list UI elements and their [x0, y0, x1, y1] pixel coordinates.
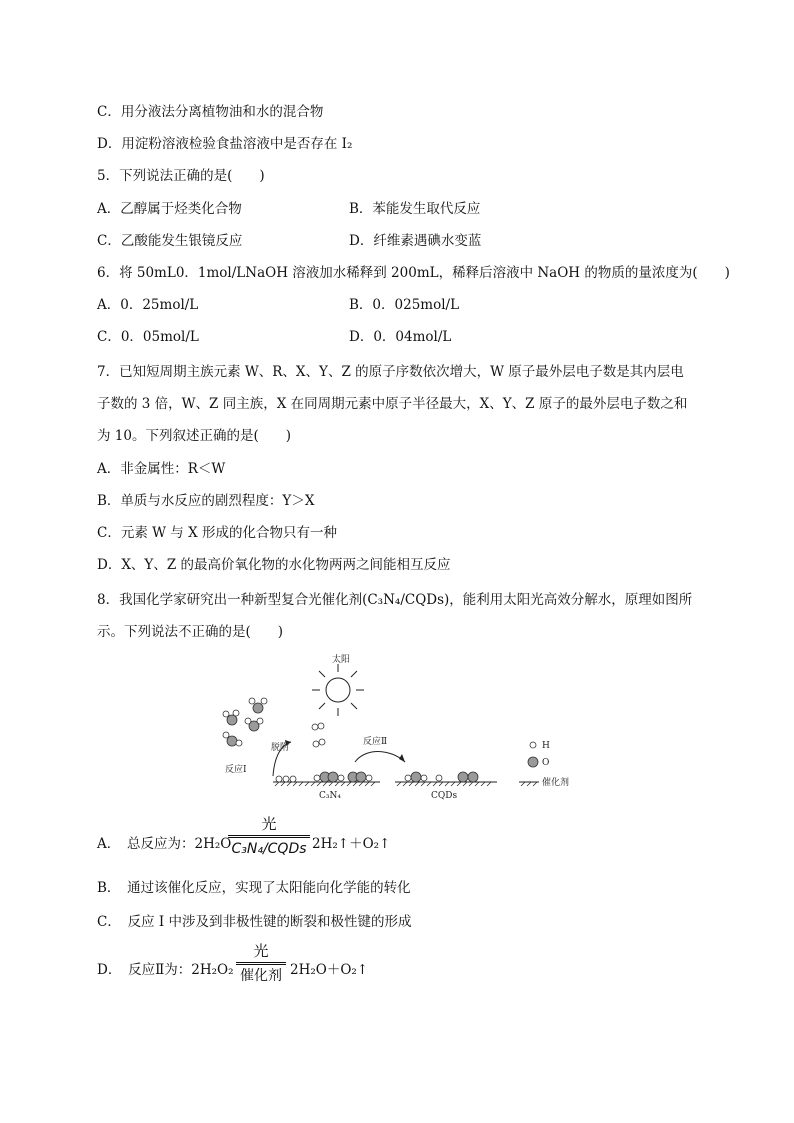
q8-option-a-condition — [228, 815, 310, 858]
condition-light-label: 光 — [261, 815, 277, 833]
q7-option-a: A．非金属性：R＜W — [97, 461, 226, 477]
photocatalysis-svg — [215, 650, 595, 800]
q7-option-b: B．单质与水反应的剧烈程度：Y＞X — [97, 493, 315, 509]
q4-option-c: C．用分液法分离植物油和水的混合物 — [97, 104, 324, 120]
legend-h-label: H — [542, 741, 550, 751]
q8-option-d-prefix: D． 反应Ⅱ为：2H₂O₂ — [97, 962, 234, 978]
q6-stem: 6．将 50mL0．1mol/LNaOH 溶液加水稀释到 200mL，稀释后溶液中 NaOH 的物质的量浓度为( ) — [97, 265, 730, 281]
q5-option-d: D．纤维素遇碘水变蓝 — [349, 233, 482, 249]
q6-option-c: C．0．05mol/L — [97, 329, 199, 345]
q7-stem-line1: 7．已知短周期主族元素 W、R、X、Y、Z 的原子序数依次增大，W 原子最外层电子数是其内层电 — [97, 364, 684, 380]
q8-stem-line1: 8．我国化学家研究出一种新型复合光催化剂(C₃N₄/CQDs)，能利用太阳光高效分解水，原理如图所 — [97, 592, 693, 608]
sun-label: 太阳 — [332, 655, 351, 665]
condition-catalyst-label: C₃N₄/CQDs — [231, 841, 307, 857]
condition-light-label-d: 光 — [253, 942, 269, 960]
q8-option-a-suffix: 2H₂↑＋O₂↑ — [312, 836, 391, 852]
reaction2-label: 反应Ⅱ — [363, 737, 388, 747]
q6-option-b: B．0．025mol/L — [349, 297, 460, 313]
legend — [519, 741, 569, 788]
surface2-label: CQDs — [431, 791, 458, 800]
q8-option-b: B． 通过该催化反应，实现了太阳能向化学能的转化 — [97, 880, 411, 896]
water-molecules — [223, 698, 267, 746]
q8-option-d-suffix: 2H₂O＋O₂↑ — [290, 962, 369, 978]
desorb-label: 脱附 — [271, 743, 290, 753]
q7-option-c: C．元素 W 与 X 形成的化合物只有一种 — [97, 525, 337, 541]
q4-option-d: D．用淀粉溶液检验食盐溶液中是否存在 I₂ — [97, 136, 353, 152]
q5-stem: 5．下列说法正确的是( ) — [97, 168, 265, 184]
q7-stem-line2: 子数的 3 倍，W、Z 同主族，X 在同周期元素中原子半径最大，X、Y、Z 原子的最外层电子数之和 — [97, 396, 688, 412]
q5-option-b: B．苯能发生取代反应 — [349, 201, 481, 217]
photocatalysis-diagram — [215, 650, 595, 800]
q6-option-a: A．0．25mol/L — [97, 297, 199, 313]
q8-option-a-prefix: A． 总反应为：2H₂O — [97, 836, 232, 852]
reaction1-label: 反应Ⅰ — [225, 765, 247, 775]
q7-stem-line3: 为 10。下列叙述正确的是( ) — [97, 428, 292, 444]
sun-icon — [312, 664, 364, 716]
condition-catalyst-label-d: 催化剂 — [240, 968, 282, 984]
q8-stem-line2: 示。下列说法不正确的是( ) — [97, 624, 284, 640]
surface-c3n4 — [273, 772, 380, 786]
surface1-label: C₃N₄ — [319, 791, 341, 800]
q6-option-d: D．0．04mol/L — [349, 329, 452, 345]
q8-option-c: C． 反应 I 中涉及到非极性键的断裂和极性键的形成 — [97, 914, 412, 930]
q7-option-d: D．X、Y、Z 的最高价氧化物的水化物两两之间能相互反应 — [97, 557, 451, 573]
q5-option-a: A．乙醇属于烃类化合物 — [97, 201, 242, 217]
hydrogen-molecules — [312, 723, 325, 747]
q8-option-d-condition — [236, 942, 286, 985]
legend-catalyst-label: 催化剂 — [542, 778, 570, 788]
legend-o-label: O — [542, 758, 550, 768]
surface-cqds — [395, 772, 497, 786]
q5-option-c: C．乙酸能发生银镜反应 — [97, 233, 243, 249]
